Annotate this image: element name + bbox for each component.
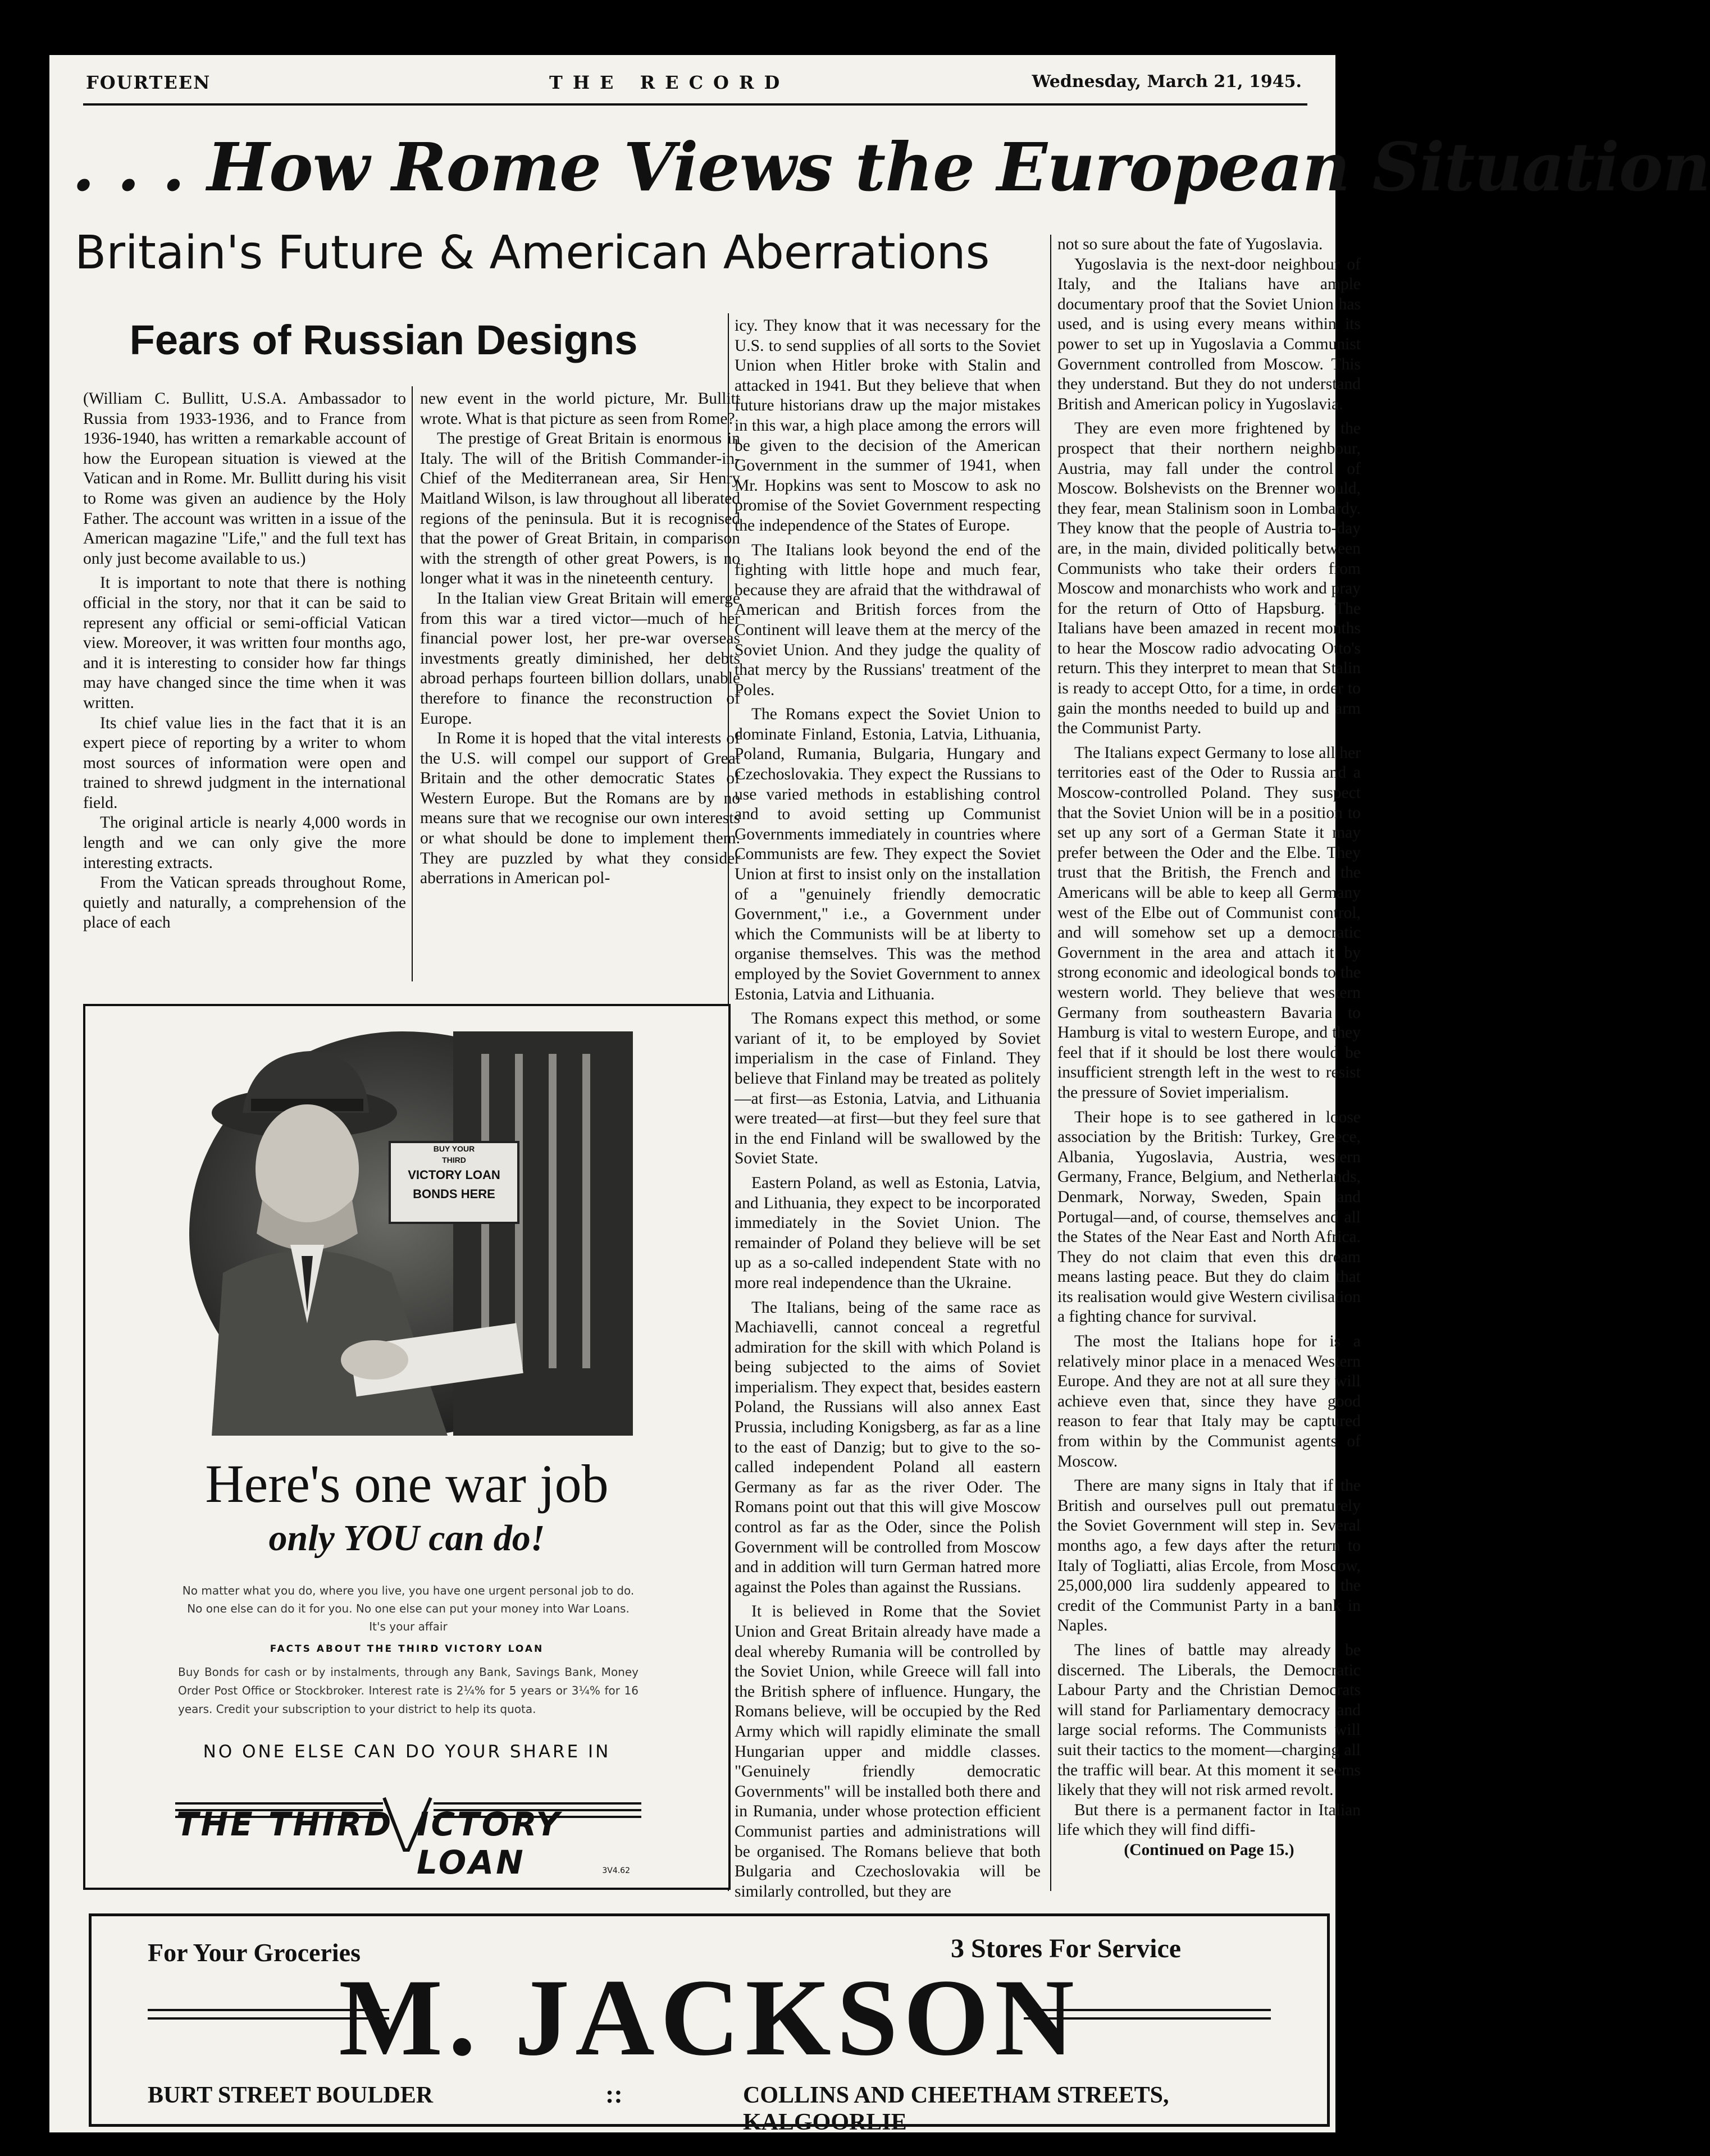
address-boulder: BURT STREET BOULDER	[148, 2082, 434, 2108]
paragraph: It is believed in Rome that the Soviet Union and Great Britain already have made a deal whereby Rumania will be controlled by the Soviet Union, while Greece will fall into the British sphere of influence. Hungary, the Romans believe, will be occupied by the Red Army which will rapidly eliminate the small Hungarian upper and middle classes. "Genuinely friendly democratic Governments" will be installed both there and in Rumania, under whose protection efficient Communist parties and administrations will be organised. The Romans believe that both Bulgaria and Czechoslovakia will be similarly controlled, but they are	[735, 1602, 1041, 1901]
column-rule	[1050, 235, 1051, 1891]
sign-text: BONDS HERE	[413, 1187, 495, 1201]
paragraph: Their hope is to see gathered in loose association by the British: Turkey, Greece, Albania, Yugoslavia, Austria, western Germany, France, Belgium, and Netherlands, Denmark, Norway, Sweden, Spain and Portugal—and, of course, themselves and all the States of the Near East and North Africa. They do not claim that even this dream means lasting peace. But they do claim that its realisation would give Western civilisation a fighting chance for survival.	[1057, 1108, 1361, 1326]
paragraph: The Italians, being of the same race as Machiavelli, cannot conceal a regretful admiration for the skill with which Poland is being subjected to the aims of Soviet imperialism. They expect that, besides eastern Poland, the Russians will also annex East Prussia, including Konigsberg, as far as a line to the east of Danzig; but to give to the so-called independent Poland all eastern Germany as far as the river Oder. The Romans point out that this will give Moscow control as far as the Oder, since the Polish Government will be controlled from Moscow and in addition will turn German hatred more against the Poles than against the Russians.	[735, 1298, 1041, 1596]
paragraph: The prestige of Great Britain is enormous in Italy. The will of the British Commander-in-Chief of the Mediterranean area, Sir Henry Maitland Wilson, is law throughout all liberated regions of the peninsula. But it is recognised that the power of Great Britain, in comparison with the strength of other great Powers, is no longer what it was in the nineteenth century.	[420, 430, 740, 588]
continued-note: (Continued on Page 15.)	[1124, 1840, 1294, 1859]
paragraph: The lines of battle may already be discerned. The Liberals, the Democratic Labour Party and the Christian Democrats will stand for Parliamentary democracy and large social reforms. The Communists will suit their tactics to the moment—charging all the traffic will bear. At this moment it seems likely that they will not risk armed revolt.	[1057, 1641, 1361, 1799]
issue-date: Wednesday, March 21, 1945.	[1032, 72, 1302, 92]
ad-code: 3V4.62	[602, 1866, 630, 1875]
paragraph: icy. They know that it was necessary for the U.S. to send supplies of all sorts to the Soviet Union when Hitler broke with Stalin and attacked in 1941. But they believe that when future historians draw up the major mistakes in this war, a high place among the errors will be given to the decision of the American Government in the summer of 1941, when Mr. Hopkins was sent to Moscow to ask no promise of the Soviet Government respecting the independence of the States of Europe.	[735, 317, 1041, 535]
jackson-grocery-advertisement	[89, 1913, 1330, 2135]
ad-facts: Buy Bonds for cash or by instalments, through any Bank, Savings Bank, Money Order Post Office or Stockbroker. Interest rate is 2¼% for 5 years or 3¼% for 16 years. Credit your subscription to your district to help its quota.	[178, 1665, 639, 1716]
paragraph: The Italians expect Germany to lose all her territories east of the Oder to Russia and a Moscow-controlled Poland. They suspect that the Soviet Union will be in a position to set up any sort of a German State it may prefer between the Oder and the Elbe. They trust that the British, the French and the Americans will be able to keep all Germany west of the Elbe out of Communist control, and will somehow set up a democratic Government in the area and attach it by strong economic and ideological bonds to the western world. They believe that western Germany from southeastern Bavaria to Hamburg is vital to western Europe, and they feel that if it should be lost there would be insufficient strength left in the west to resist the pressure of Soviet imperialism.	[1057, 743, 1361, 1102]
sign-text: THIRD	[442, 1155, 466, 1164]
column-rule	[412, 386, 413, 981]
sign-text: VICTORY LOAN	[408, 1168, 500, 1182]
address-separator: ::	[605, 2080, 623, 2108]
paragraph: In the Italian view Great Britain will emerge from this war a tired victor—much of her financial power lost, her pre-war overseas investments greatly diminished, her debts abroad perhaps fourteen billion dollars, unable therefore to finance the reconstruction of Europe.	[420, 589, 740, 728]
header-rule	[83, 103, 1307, 106]
paragraph: In Rome it is hoped that the vital interests of the U.S. will compel our support of Great Britain and the other democratic States of Western Europe. But the Romans are by no means sure that we recognise our own interests or what should be done to implement them. They are puzzled by what they consider aberrations in American pol-	[420, 729, 740, 888]
ad-facts-title: FACTS ABOUT THE THIRD VICTORY LOAN	[270, 1643, 544, 1655]
article-column-2	[420, 389, 740, 984]
newspaper-page	[49, 55, 1710, 2135]
editor-note: (William C. Bullitt, U.S.A. Ambassador to Russia from 1933-1936, and to France from 1936-1940, has written a remarkable account of how the European situation is viewed at the Vatican and in Rome. Mr. Bullitt during his visit to Rome was given an audience by the Holy Father. The account was written in a issue of the American magazine "Life," and the full text has only just become available to us.)	[83, 390, 406, 568]
man-illustration	[189, 1031, 633, 1436]
paragraph: The Italians look beyond the end of the fighting with little hope and much fear, because they are afraid that the withdrawal of American and British forces from the Continent will leave them at the mercy of the Soviet Union. And they judge the quality of that mercy by the Russians' treatment of the Poles.	[735, 541, 1041, 699]
paragraph: The most the Italians hope for is a relatively minor place in a menaced Western Europe. And they are not at all sure they will achieve even that, since they have good reason to fear that Italy may be captured from within by the Communist agents of Moscow.	[1057, 1332, 1361, 1470]
paragraph: The Romans expect this method, or some variant of it, to be employed by Soviet imperialism in the case of Finland. They believe that Finland may be treated as politely—at first—as Estonia, Latvia, and Lithuania were treated—at first—but they feel sure that in the end Finland will be swallowed by the Soviet State.	[735, 1010, 1041, 1168]
page-number: FOURTEEN	[86, 72, 211, 93]
masthead: THE RECORD	[549, 72, 790, 93]
store-name: M. JACKSON	[339, 1957, 1080, 2079]
ad-left-slogan: For Your Groceries	[148, 1938, 361, 1967]
article-column-3	[735, 316, 1041, 1901]
paragraph: new event in the world picture, Mr. Bullitt wrote. What is that picture as seen from Rome?	[420, 390, 740, 428]
subheadline: Britain's Future & American Aberrations	[75, 226, 990, 280]
page-header	[49, 66, 1335, 100]
paragraph: There are many signs in Italy that if the British and ourselves pull out prematurely the Soviet Government will step in. Several months ago, a few days after the return to Italy of Togliatti, alias Ercole, from Moscow, 25,000,000 lira suddenly appeared to the credit of the Communist Party in a bank in Naples.	[1057, 1477, 1361, 1635]
ad-body: No matter what you do, where you live, you have one urgent personal job to do. No one else can do it for you. No one else can put your money into War Loans. It's your affair	[182, 1584, 635, 1633]
article-column-4	[1057, 235, 1361, 1880]
paragraph: It is important to note that there is nothing official in the story, nor that it can be said to represent any official or semi-official Vatican view. Moreover, it was written four months ago, and it is interesting to consider how far things may have changed since the time when it was written.	[83, 574, 406, 712]
victory-loan-advertisement	[83, 1004, 731, 1890]
logo-text-left: THE THIRD	[176, 1805, 394, 1843]
ad-tagline: NO ONE ELSE CAN DO YOUR SHARE IN	[203, 1742, 611, 1762]
paragraph: not so sure about the fate of Yugoslavia.	[1057, 235, 1323, 253]
bond-window-sign	[389, 1141, 519, 1224]
address-kalgoorlie: COLLINS AND CHEETHAM STREETS, KALGOORLIE	[743, 2082, 1169, 2135]
man-at-bank-photo	[189, 1031, 633, 1436]
ad-headline: Here's one war job	[205, 1454, 609, 1514]
paragraph: The Romans expect the Soviet Union to dominate Finland, Estonia, Latvia, Lithuania, Poland, Rumania, Bulgaria, Hungary and Czechoslovakia. They expect the Russians to use varied methods in establishing control and to avoid setting up Communist Governments immediately in countries where Communists are few. They expect the Soviet Union at first to insist only on the installation of a "genuinely friendly democratic Government," i.e., a Government under which the Communists will be at liberty to organise themselves. This was the method employed by the Soviet Government to annex Estonia, Latvia and Lithuania.	[735, 705, 1041, 1003]
ad-right-slogan: 3 Stores For Service	[951, 1934, 1182, 1963]
ad-subheadline: only YOU can do!	[268, 1518, 545, 1559]
paragraph: Eastern Poland, as well as Estonia, Latvia, and Lithuania, they expect to be incorporated immediately in the Soviet Union. The remainder of Poland they believe will be set up as a so-called independent State with no more real independence than the Ukraine.	[735, 1173, 1041, 1292]
paragraph: But there is a permanent factor in Italian life which they will find diffi-	[1057, 1801, 1361, 1839]
section-kicker: Fears of Russian Designs	[129, 317, 638, 363]
paragraph: Yugoslavia is the next-door neighbour of Italy, and the Italians have ample documentary proof that the Soviet Union has used, and is using every means within its power to set up in Yugoslavia a Communist Government controlled from Moscow. This they understand. But they do not understand British and American policy in Yugoslavia.	[1057, 255, 1361, 413]
paragraph: Its chief value lies in the fact that it is an expert piece of reporting by a writer to whom most sources of information were open and trained to shrewd judgment in the international field.	[83, 714, 406, 812]
paragraph: The original article is nearly 4,000 words in length and we can only give the more interesting extracts.	[83, 814, 406, 872]
paragraph: From the Vatican spreads throughout Rome, quietly and naturally, a comprehension of the place of each	[83, 874, 406, 932]
headline: . . . How Rome Views the European Situation	[72, 128, 1710, 206]
paragraph: They are even more frightened by the prospect that their northern neighbour, Austria, may fall under the control of Moscow. Bolshevists on the Brenner would, they fear, mean Stalinism soon in Lombardy. They know that the people of Austria to-day are, in the main, divided politically between Communists who take their orders from Moscow and monarchists who work and pray for the return of Otto of Hapsburg. The Italians have been amazed in recent months to hear the Moscow radio advocating Otto's return. This they interpret to mean that Stalin is ready to accept Otto, for a time, in order to gain the months needed to build up and arm the Communist Party.	[1057, 419, 1361, 738]
sign-text: BUY YOUR	[433, 1144, 475, 1153]
logo-text-right: ICTORY LOAN	[417, 1805, 562, 1881]
article-column-1	[83, 389, 406, 984]
